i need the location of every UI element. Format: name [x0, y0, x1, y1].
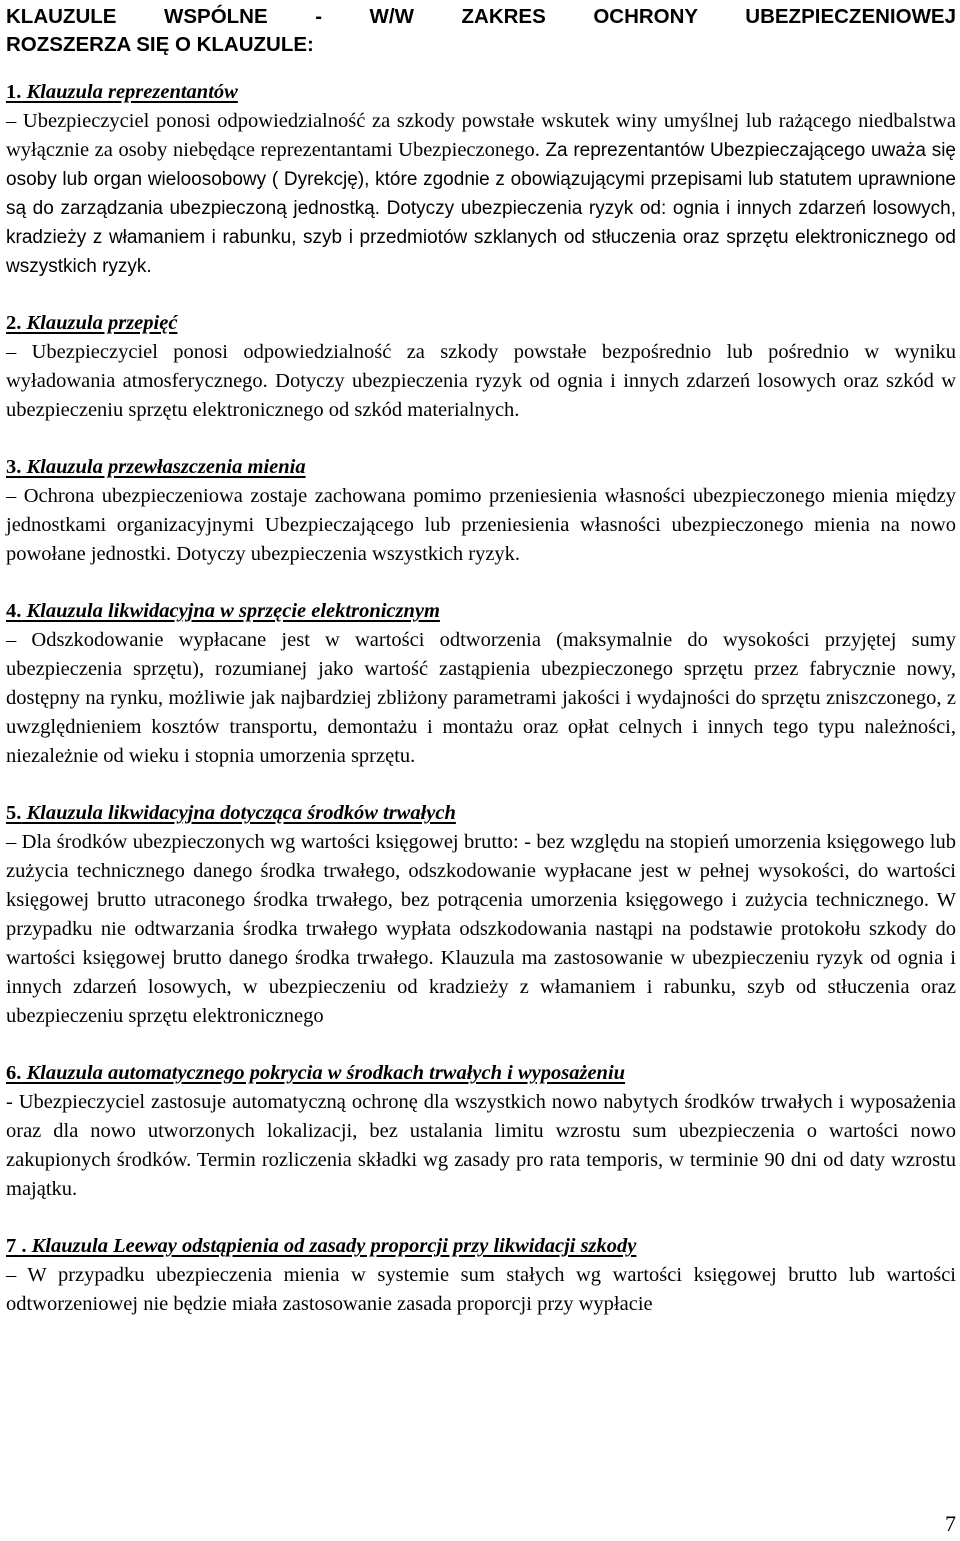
clause-number: 1.	[6, 81, 22, 103]
clause-number: 5.	[6, 802, 22, 824]
clause-number: 2.	[6, 312, 22, 334]
clause-title	[6, 1232, 956, 1261]
clause-4	[6, 597, 956, 771]
clause-body: - Ubezpieczyciel zastosuje automatyczną ochronę dla wszystkich nowo nabytych środków trwałych i wyposażenia oraz dla nowo utworzonych lokalizacji, bez ustalania limitu wzrostu sum ubezpieczenia o wartości nowo zakupionych środków. Termin rozliczenia składki wg zasady pro rata temporis, w terminie 90 dni od daty wzrostu majątku.	[6, 1091, 956, 1200]
clause-body-text-sans: Za reprezentantów Ubezpieczającego uważa się osoby lub organ wieloosobowy ( Dyrekcję), które zgodnie z obowiązującymi przepisami lub statutem uprawnione są do zarządzania ubezpieczoną jednostką. Dotyczy ubezpieczenia ryzyk od: ognia i innych zdarzeń losowych, kradzieży z włamaniem i rabunku, szyb i przedmiotów szklanych od stłuczenia oraz sprzętu elektronicznego od wszystkich ryzyk.	[6, 140, 956, 277]
clause-title-text: Klauzula Leeway odstąpienia od zasady proporcji przy likwidacji szkody	[31, 1235, 637, 1257]
clause-2	[6, 309, 956, 425]
clause-body: – W przypadku ubezpieczenia mienia w systemie sum stałych wg wartości księgowej brutto lub wartości odtworzeniowej nie będzie miała zastosowanie zasada proporcji przy wypłacie	[6, 1264, 956, 1315]
clause-body: – Dla środków ubezpieczonych wg wartości księgowej brutto: - bez względu na stopień umorzenia księgowego lub zużycia technicznego danego środka trwałego, odszkodowanie wypłacane jest w pełnej wysokości, do wartości księgowej brutto utraconego środka trwałego, bez potrącenia umorzenia księgowego i zużycia technicznego. W przypadku nie odtwarzania środka trwałego wypłata odszkodowania nastąpi na podstawie protokołu szkody do wartości księgowej brutto danego środka trwałego. Klauzula ma zastosowanie w ubezpieczeniu ryzyk od ognia i innych zdarzeń losowych, w ubezpieczeniu od kradzieży z włamaniem i rabunku, szyb od stłuczenia oraz ubezpieczeniu sprzętu elektronicznego	[6, 831, 956, 1027]
clause-title-text: Klauzula reprezentantów	[26, 81, 238, 103]
clause-7	[6, 1232, 956, 1319]
clause-title-text: Klauzula przewłaszczenia mienia	[26, 456, 306, 478]
page-number: 7	[945, 1511, 956, 1536]
clause-title	[6, 597, 956, 626]
clause-body-text: – Ubezpieczyciel ponosi odpowiedzialność za szkody powstałe wskutek winy umyślnej lub rażącego niedbalstwa wyłącznie za osoby niebędące reprezentantami Ubezpieczonego.	[6, 110, 956, 161]
clause-title	[6, 799, 956, 828]
clause-body: – Ochrona ubezpieczeniowa zostaje zachowana pomimo przeniesienia własności ubezpieczonego mienia między jednostkami organizacyjnymi Ubezpieczającego lub przeniesienia własności ubezpieczonego mienia na nowo powołane jednostki. Dotyczy ubezpieczenia wszystkich ryzyk.	[6, 485, 956, 565]
document-page	[6, 0, 956, 1319]
clause-6	[6, 1059, 956, 1204]
clause-number: 3.	[6, 456, 22, 478]
clause-number: 6.	[6, 1062, 22, 1084]
clause-number: 4.	[6, 600, 22, 622]
clause-3	[6, 453, 956, 569]
clause-5	[6, 799, 956, 1031]
heading-line-2: ROZSZERZA SIĘ O KLAUZULE:	[6, 33, 314, 56]
clause-title-text: Klauzula likwidacyjna w sprzęcie elektronicznym	[26, 600, 440, 622]
clause-title	[6, 453, 956, 482]
clause-body: – Ubezpieczyciel ponosi odpowiedzialność za szkody powstałe bezpośrednio lub pośrednio w wyniku wyładowania atmosferycznego. Dotyczy ubezpieczenia ryzyk od ognia i innych zdarzeń losowych oraz szkód w ubezpieczeniu sprzętu elektronicznego od szkód materialnych.	[6, 341, 956, 421]
clause-body	[6, 107, 956, 281]
clause-body: – Odszkodowanie wypłacane jest w wartości odtworzenia (maksymalnie do wysokości przyjętej sumy ubezpieczenia sprzętu), rozumianej jako wartość zastąpienia ubezpieczonego sprzętu przez fabrycznie nowy, dostępny na rynku, możliwie jak najbardziej zbliżony parametrami jakości i wydajności do sprzętu zniszczonego, z uwzględnieniem kosztów transportu, demontażu i montażu oraz opłat celnych i innych tego typu należności, niezależnie od wieku i stopnia umorzenia sprzętu.	[6, 629, 956, 767]
heading-line-1: KLAUZULE WSPÓLNE - W/W ZAKRES OCHRONY UBEZPIECZENIOWEJ	[6, 5, 956, 28]
clause-number: 7 .	[6, 1235, 27, 1257]
clause-title	[6, 78, 956, 107]
clause-title	[6, 1059, 956, 1088]
document-heading	[6, 3, 956, 59]
clause-title-text: Klauzula automatycznego pokrycia w środkach trwałych i wyposażeniu	[26, 1062, 626, 1084]
clause-1	[6, 78, 956, 281]
clause-title	[6, 309, 956, 338]
clause-title-text: Klauzula przepięć	[26, 312, 178, 334]
clause-title-text: Klauzula likwidacyjna dotycząca środków trwałych	[26, 802, 456, 824]
